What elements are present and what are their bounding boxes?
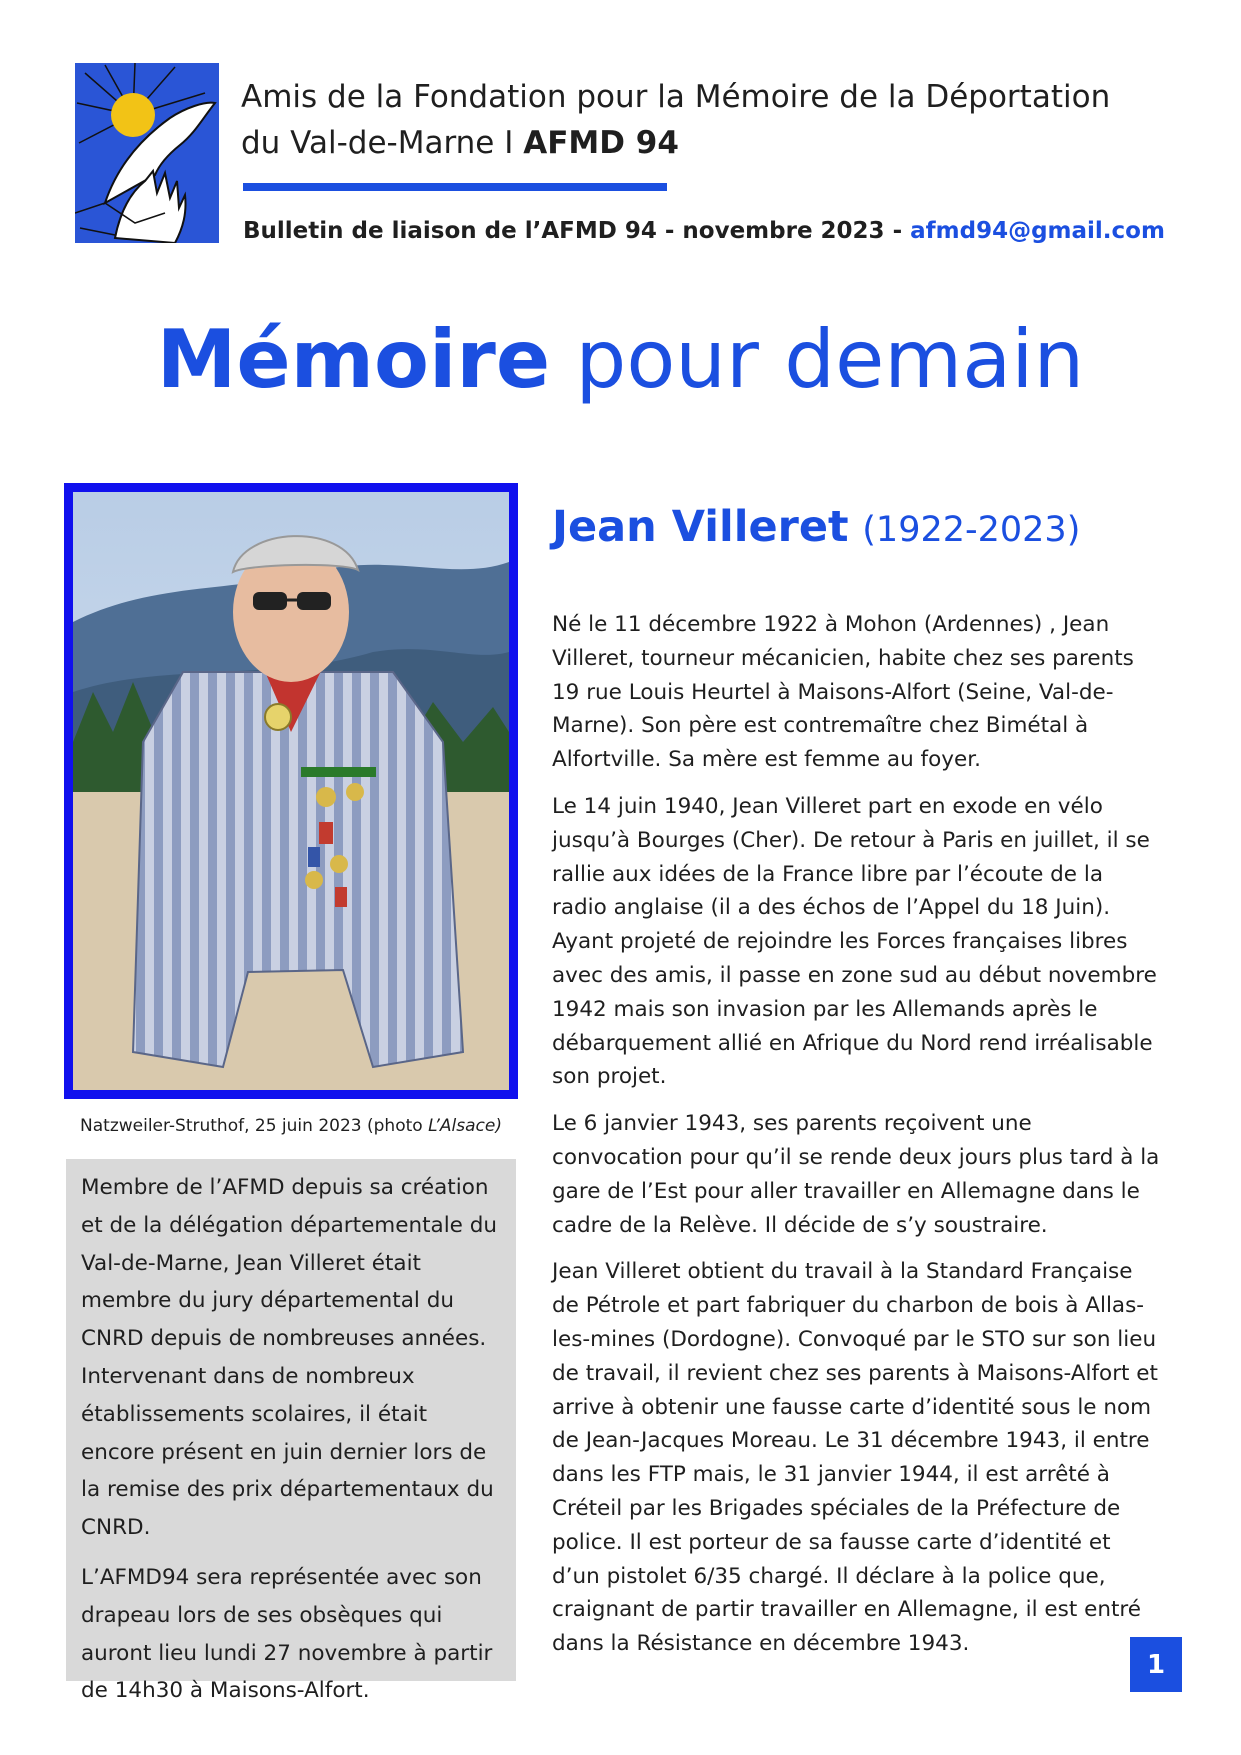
masthead-title — [0, 310, 1241, 410]
photo-caption — [64, 1116, 518, 1136]
caption-source: L’Alsace) — [428, 1116, 502, 1136]
afmd-membership-box — [66, 1159, 516, 1704]
article-paragraph: Jean Villeret obtient du travail à la Standard Française de Pétrole et part fabriquer du charbon de bois à Allas-les-mines (Dordogne). Convoqué par le STO sur son lieu de travail, il revient chez ses parents à Maisons-Alfort et arrive à obtenir une fausse carte d’identité sous le nom de Jean-Jacques Moreau. Le 31 décembre 1943, il entre dans les FTP mais, le 31 janvier 1944, il est arrêté à Créteil par les Brigades spéciales de la Préfecture de police. Il est porteur de sa fausse carte d’identité et d’un pistolet 6/35 chargé. Il déclare à la police que, craignant de partir travailler en Allemagne, il est entré dans la Résistance en décembre 1943. — [552, 1259, 1158, 1657]
org-acronym: AFMD 94 — [523, 125, 679, 161]
dove-hands-icon — [75, 63, 219, 243]
header-divider — [243, 183, 667, 191]
org-name-line-2 — [241, 120, 1141, 166]
caption-text: Natzweiler-Struthof, 25 juin 2023 (photo — [80, 1116, 429, 1136]
masthead-bold-word: Mémoire — [156, 313, 551, 406]
person-dates: (1922-2023) — [862, 510, 1081, 550]
article-paragraph: Le 14 juin 1940, Jean Villeret part en exode en vélo jusqu’à Bourges (Cher). De retour à Paris en juillet, il se rallie aux idées de la France libre par l’écoute de la radio anglaise (il a des échos de l’Appel du 18 Juin). Ayant projeté de rejoindre les Forces françaises libres avec des amis, il passe en zone sud au début novembre 1942 mais son invasion par les Allemands après le débarquement allié en Afrique du Nord rend irréalisable son projet. — [552, 793, 1157, 1090]
page-number: 1 — [1130, 1637, 1182, 1692]
portrait-image — [73, 492, 509, 1090]
masthead-rest: pour demain — [550, 313, 1085, 406]
bulletin-line — [243, 218, 1193, 244]
org-name-line-1: Amis de la Fondation pour la Mémoire de la Déportation — [241, 79, 1111, 115]
contact-email-link[interactable]: afmd94@gmail.com — [910, 218, 1165, 244]
article-paragraph: Le 6 janvier 1943, ses parents reçoivent une convocation pour qu’il se rende deux jours plus tard à la gare de l’Est pour aller travailler en Allemagne dans le cadre de la Relève. Il décide de s’y soustraire. — [552, 1111, 1160, 1238]
afmd-logo — [75, 63, 219, 243]
article-title — [552, 502, 1192, 552]
org-name-prefix: du Val-de-Marne I — [241, 125, 524, 161]
sidebar-paragraph: Membre de l’AFMD depuis sa création et de la délégation départementale du Val-de-Marne, Jean Villeret était membre du jury départemental du CNRD depuis de nombreuses années. Intervenant dans de nombreux établissements scolaires, il était encore présent en juin dernier lors de la remise des prix départementaux du CNRD. — [81, 1175, 498, 1541]
bulletin-text: Bulletin de liaison de l’AFMD 94 - novembre 2023 - — [243, 218, 911, 244]
organization-name — [241, 74, 1141, 166]
article-body — [552, 608, 1162, 1674]
article-paragraph: Né le 11 décembre 1922 à Mohon (Ardennes) , Jean Villeret, tourneur mécanicien, habite chez ses parents 19 rue Louis Heurtel à Maisons-Alfort (Seine, Val-de-Marne). Son père est contremaître chez Bimétal à Alfortville. Sa mère est femme au foyer. — [552, 612, 1134, 773]
sidebar-paragraph: L’AFMD94 sera représentée avec son drapeau lors de ses obsèques qui auront lieu lundi 27 novembre à partir de 14h30 à Maisons-Alfort. — [81, 1564, 493, 1704]
portrait-photo — [64, 483, 518, 1099]
person-name: Jean Villeret — [552, 502, 849, 552]
